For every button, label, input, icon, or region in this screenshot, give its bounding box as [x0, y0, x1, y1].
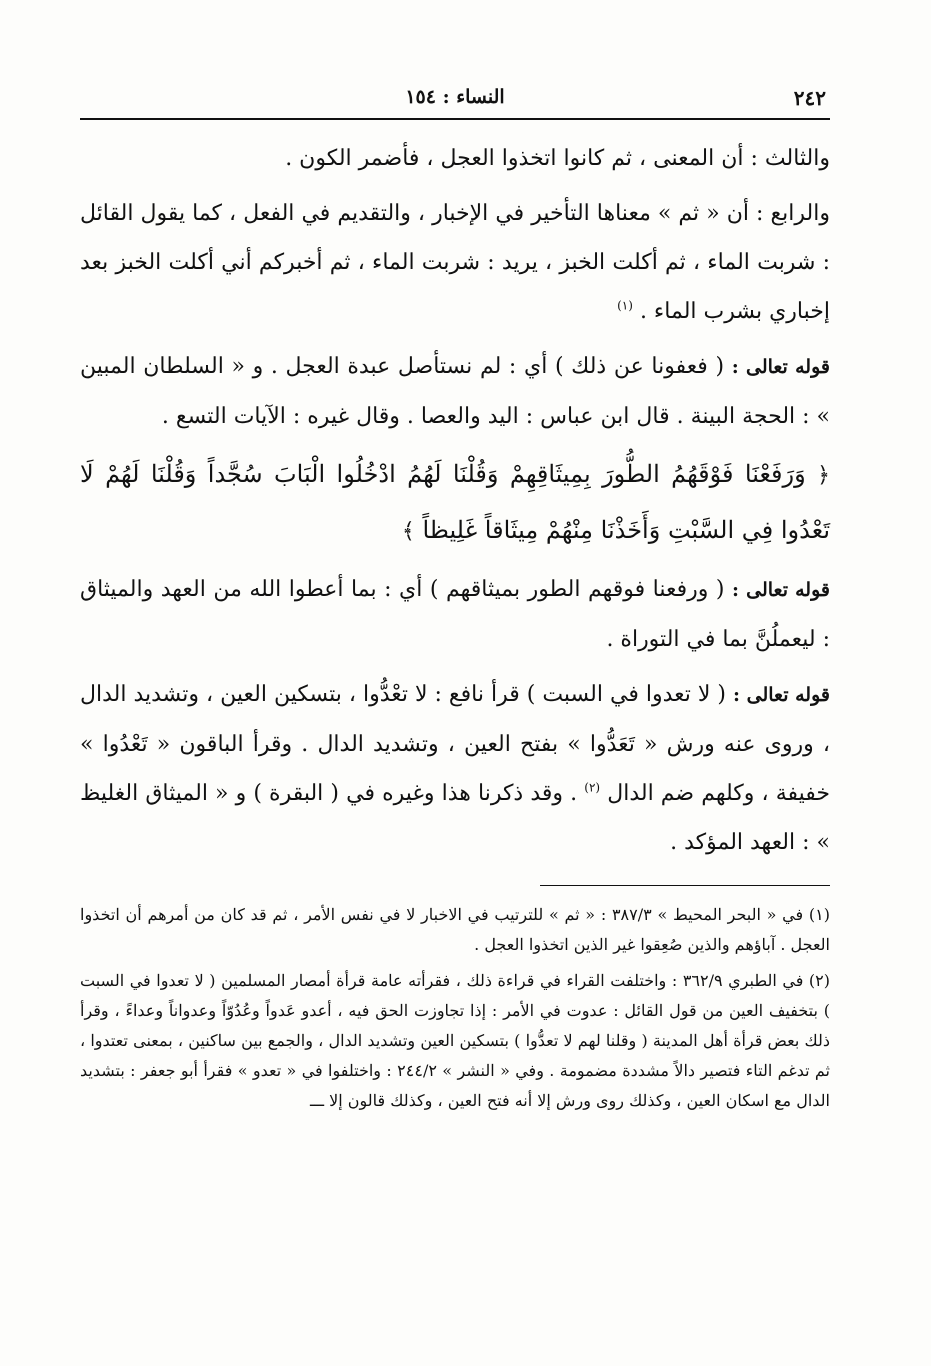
- running-title: النساء : ١٥٤: [405, 86, 505, 108]
- paragraph-text: والرابع : أن « ثم » معناها التأخير في الإخبار ، والتقديم في الفعل ، كما يقول القائل : شربت الماء ، ثم أكلت الخبز ، يريد : شربت الماء ، ثم أخبركم أني أكلت الخبز بعد إخباري بشرب الماء .: [80, 201, 830, 324]
- verse-close-bracket: ﴾: [401, 519, 415, 544]
- footnote-ref-1: (١): [617, 298, 633, 313]
- paragraph-text: ( فعفونا عن ذلك ) أي : لم نستأصل عبدة العجل . و « السلطان المبين » : الحجة البينة . قال ابن عباس : اليد والعصا . وقال غيره : الآيات التسع .: [80, 354, 830, 429]
- main-text: [80, 134, 830, 867]
- page-number: ٢٤٢: [793, 86, 826, 110]
- quran-verse: [80, 447, 830, 559]
- paragraph-text: ( ورفعنا فوقهم الطور بميثاقهم ) أي : بما أعطوا الله من العهد والميثاق : ليعملُنَّ بما في التوراة .: [80, 577, 830, 652]
- paragraph-commentary-1: [80, 342, 830, 441]
- continuation-dash: ـــ: [309, 1091, 324, 1110]
- footnote-2: [80, 966, 830, 1116]
- paragraph-lead: قوله تعالى :: [733, 684, 830, 706]
- paragraph-text-continued: . وقد ذكرنا هذا وغيره في ( البقرة ) و « الميثاق الغليظ » : العهد المؤكد .: [80, 781, 830, 855]
- paragraph-lead: قوله تعالى :: [731, 579, 830, 601]
- footnote-text: (٢) في الطبري ٣٦٢/٩ : واختلفت القراء في قراءة ذلك ، فقرأته عامة قرأة أمصار المسلمين ( لا تعدوا في السبت ) بتخفيف العين من قول القائل : عدوت في الأمر : إذا تجاوزت الحق فيه ، أعدو عَدواً وعُدُوّاً وعدواناً وعداءً ، وقرأ ذلك بعض قرأة أهل المدينة ( وقلنا لهم لا تعدُّوا ) بتسكين العين وتشديد الدال ، والجمع بين ساكنين ، بمعنى تعتدوا ، ثم تدغم التاء فتصير دالاً مشددة مضمومة . وفي « النشر » ٢٤٤/٢ : واختلفوا في « تعدو » فقرأ أبو جعفر : بتشديد الدال مع اسكان العين ، وكذلك روى ورش إلا أنه فتح العين ، وكذلك قالون إلا: [80, 971, 831, 1110]
- footnote-ref-2: (٢): [584, 780, 601, 795]
- paragraph-commentary-2: [80, 565, 830, 664]
- verse-text: وَرَفَعْنَا فَوْقَهُمُ الطُّورَ بِمِيثَاقِهِمْ وَقُلْنَا لَهُمُ ادْخُلُوا الْبَابَ سُجَّداً وَقُلْنَا لَهُمْ لَا تَعْدُوا فِي السَّبْتِ وَأَخَذْنَا مِنْهُمْ مِيثَاقاً غَلِيظاً: [80, 460, 830, 544]
- paragraph-commentary-3: [80, 670, 830, 867]
- footnotes: [80, 900, 830, 1116]
- page-header: [80, 78, 830, 120]
- footnote-text: (١) في « البحر المحيط » ٣٨٧/٣ : « ثم » للترتيب في الاخبار لا في نفس الأمر ، ثم قد كان من أمرهم أن اتخذوا العجل . آباؤهم والذين صُعِقوا غير الذين اتخذوا العجل .: [80, 905, 830, 954]
- footnote-divider: [540, 885, 830, 886]
- paragraph-lead: قوله تعالى :: [731, 356, 830, 378]
- paragraph-fourth-view: [80, 189, 830, 336]
- paragraph-text: والثالث : أن المعنى ، ثم كانوا اتخذوا العجل ، فأضمر الكون .: [285, 146, 830, 171]
- footnote-1: [80, 900, 830, 960]
- paragraph-text: ( لا تعدوا في السبت ) قرأ نافع : لا تعْدُّوا ، بتسكين العين ، وتشديد الدال ، وروى عنه ورش « تَعَدُّوا » بفتح العين ، وتشديد الدال . وقرأ الباقون « تَعْدُوا » خفيفة ، وكلهم ضم الدال: [80, 682, 831, 806]
- verse-open-bracket: ﴿: [817, 463, 830, 488]
- paragraph-third-view: [80, 134, 830, 183]
- page: [80, 78, 830, 1122]
